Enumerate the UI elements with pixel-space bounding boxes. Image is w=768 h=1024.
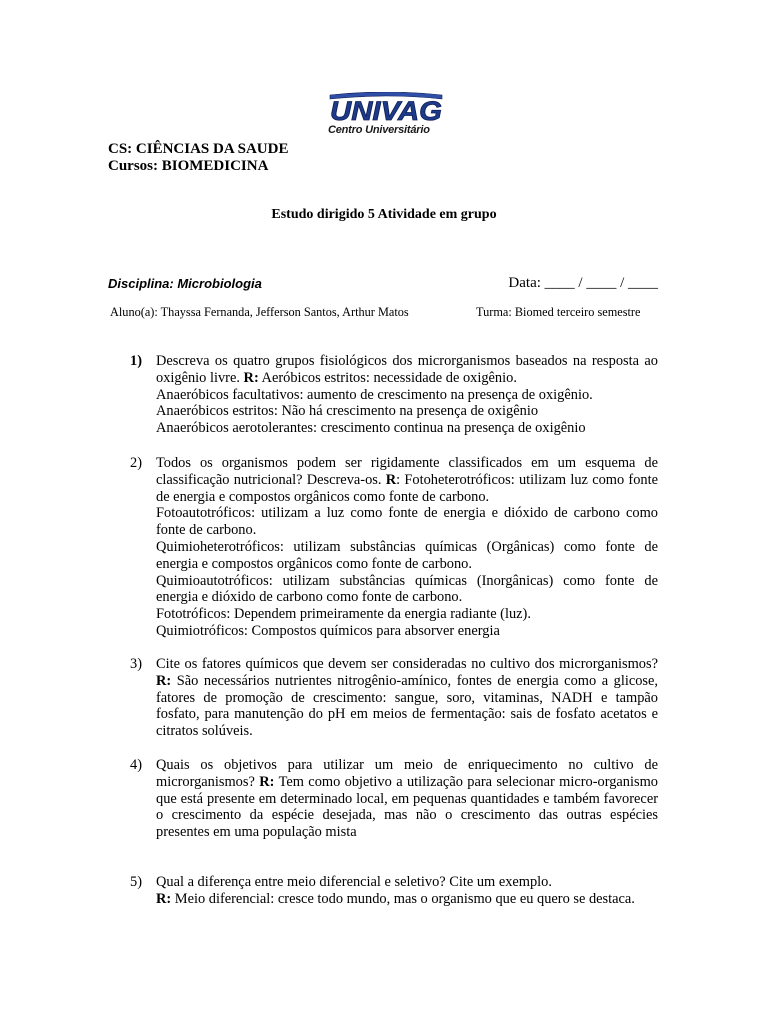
question-number: 3) bbox=[130, 656, 142, 672]
student-names: Aluno(a): Thayssa Fernanda, Jefferson Santos, Arthur Matos bbox=[110, 305, 409, 319]
question-number: 2) bbox=[130, 455, 142, 471]
answer-line: Anaeróbicos facultativos: aumento de crescimento na presença de oxigênio. bbox=[156, 386, 593, 403]
answer-label: R: bbox=[259, 773, 275, 790]
question-body bbox=[156, 656, 658, 740]
discipline-label: Disciplina: Microbiologia bbox=[108, 276, 262, 291]
answer-line: Anaeróbicos aerotolerantes: crescimento continua na presença de oxigênio bbox=[156, 420, 586, 437]
question-number: 4) bbox=[130, 757, 142, 773]
question-body bbox=[156, 874, 658, 908]
answer-line: Quimioheterotróficos: utilizam substâncias químicas (Orgânicas) como fonte de energia e compostos orgânicos como fonte de carbono. bbox=[156, 538, 658, 572]
course-area: CS: CIÊNCIAS DA SAUDE bbox=[108, 141, 289, 157]
document-title: Estudo dirigido 5 Atividade em grupo bbox=[271, 207, 497, 222]
answer-label: R: bbox=[156, 890, 172, 907]
logo-subtitle: Centro Universitário bbox=[328, 124, 430, 136]
question-text: Cite os fatores químicos que devem ser consideradas no cultivo dos microrganismos? bbox=[156, 656, 658, 672]
answer-label: R bbox=[385, 471, 397, 488]
question-number: 5) bbox=[130, 874, 142, 890]
question-body bbox=[156, 353, 658, 437]
question-body bbox=[156, 757, 658, 841]
question-text: Qual a diferença entre meio diferencial e seletivo? Cite um exemplo. bbox=[156, 874, 552, 890]
answer-text: Aeróbicos estritos: necessidade de oxigênio. bbox=[261, 369, 517, 386]
univag-logo bbox=[326, 92, 446, 140]
answer-text: Meio diferencial: cresce todo mundo, mas o organismo que eu quero se destaca. bbox=[174, 890, 635, 907]
answer-line: Fotoautotróficos: utilizam a luz como fonte de energia e dióxido de carbono como fonte de carbono. bbox=[156, 505, 658, 539]
question-item bbox=[130, 757, 658, 841]
question-item bbox=[130, 455, 658, 640]
question-text: Descreva os quatro grupos fisiológicos dos microrganismos baseados na resposta ao oxigênio livre. bbox=[156, 353, 658, 386]
question-body bbox=[156, 455, 658, 640]
question-number: 1) bbox=[130, 353, 142, 369]
answer-text: São necessários nutrientes nitrogênio-amínico, fontes de energia como a glicose, fatores de promoção de crescimento: sangue, soro, vitaminas, NADH e tampão fosfato, para manutenção do pH em meios de fermentação: sais de fosfato acetatos e citratos solúveis. bbox=[156, 672, 658, 740]
question-item bbox=[130, 353, 658, 437]
answer-text: : Fotoheterotróficos: utilizam luz como fonte de energia e compostos orgânicos como fonte de carbono. bbox=[156, 471, 658, 505]
logo-wordmark-text: UNIVAG bbox=[330, 96, 442, 124]
course-name: Cursos: BIOMEDICINA bbox=[108, 158, 269, 174]
question-text: Todos os organismos podem ser rigidamente classificados em um esquema de classificação nutricional? Descreva-os. bbox=[156, 455, 658, 488]
date-field: Data: ____ / ____ / ____ bbox=[508, 275, 658, 291]
question-item bbox=[130, 874, 658, 908]
answer-line: Anaeróbicos estritos: Não há crescimento na presença de oxigênio bbox=[156, 403, 539, 420]
answer-label: R: bbox=[243, 369, 259, 386]
answer-line: Quimiotróficos: Compostos químicos para absorver energia bbox=[156, 622, 500, 639]
univag-wordmark bbox=[326, 92, 446, 124]
class-label: Turma: Biomed terceiro semestre bbox=[476, 305, 641, 319]
question-item bbox=[130, 656, 658, 740]
answer-text: Tem como objetivo a utilização para selecionar micro-organismo que está presente em determinado local, em pequenas quantidades e também favorecer o crescimento da espécie desejada, mas não o crescimento das outras espécies presentes em uma população mista bbox=[156, 773, 658, 841]
answer-line: Quimioautotróficos: utilizam substâncias químicas (Inorgânicas) como fonte de energia e dióxido de carbono como fonte de carbono. bbox=[156, 572, 658, 606]
question-text: Quais os objetivos para utilizar um meio de enriquecimento no cultivo de microrganismos? bbox=[156, 757, 658, 790]
answer-label: R: bbox=[156, 672, 172, 689]
answer-line: Fototróficos: Dependem primeiramente da energia radiante (luz). bbox=[156, 606, 531, 623]
